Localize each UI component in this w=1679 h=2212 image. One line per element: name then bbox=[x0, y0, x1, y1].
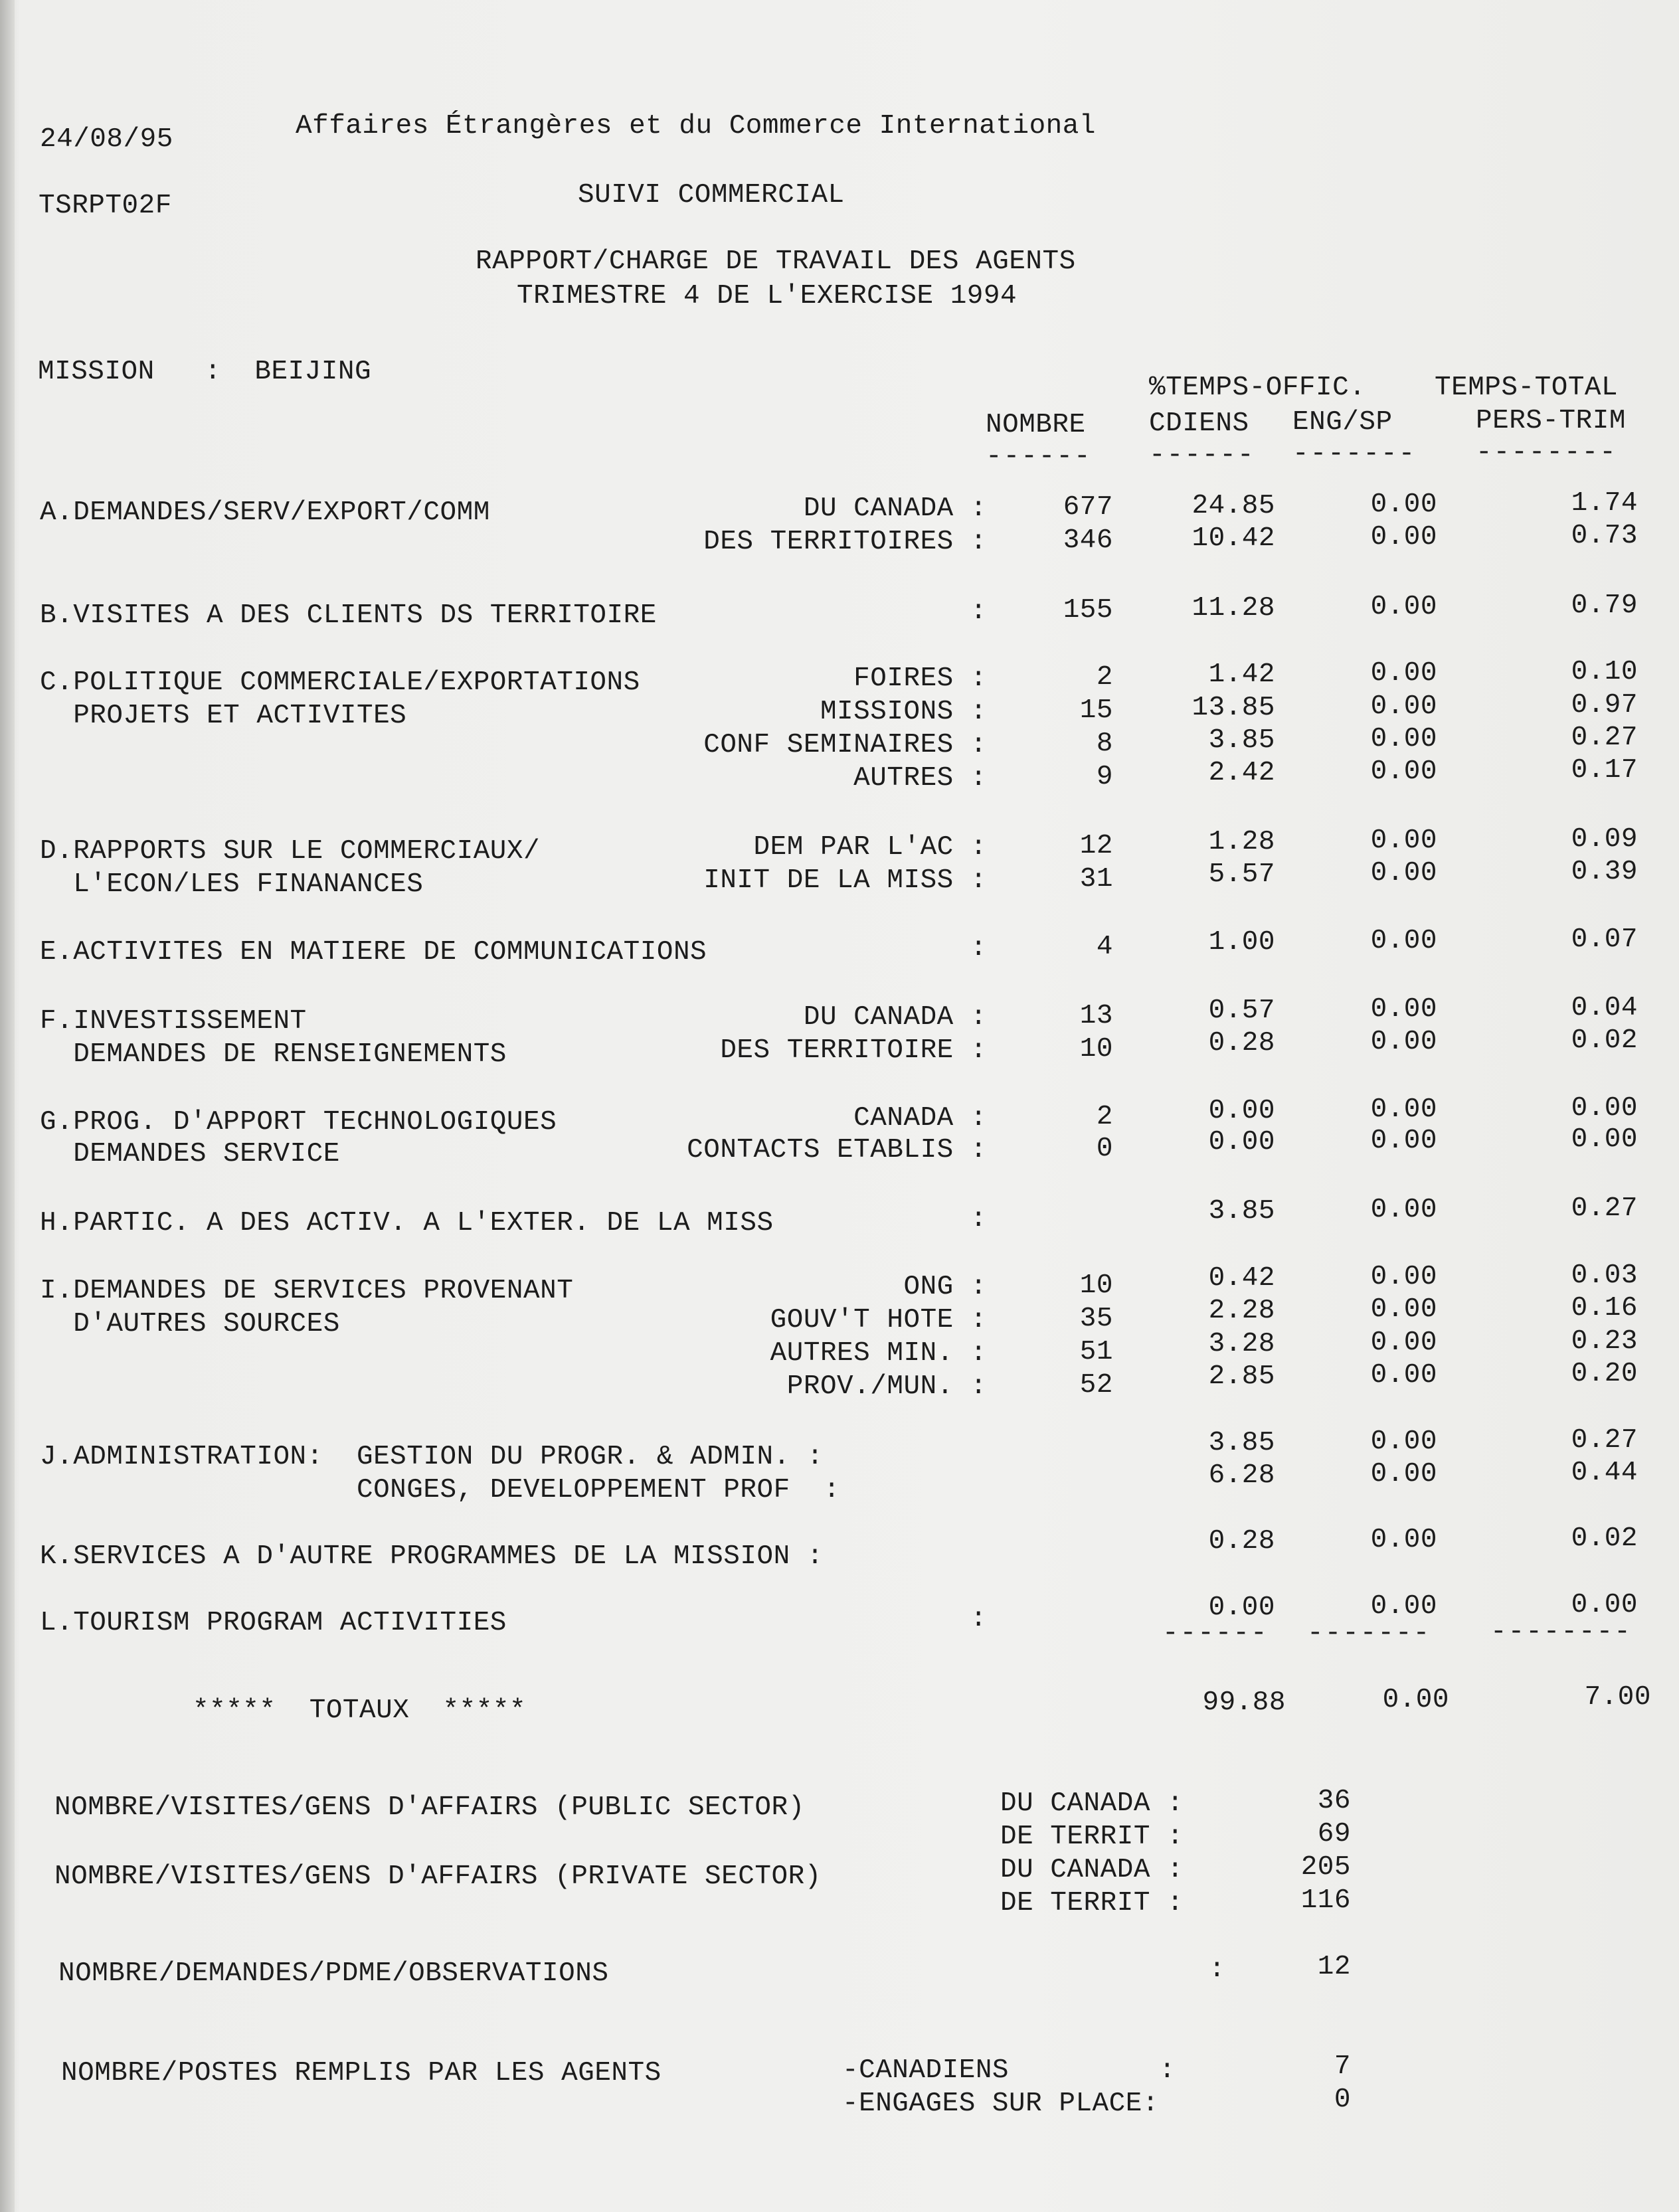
row-category-label: L'ECON/LES FINANANCES bbox=[40, 869, 424, 900]
row-nombre-value: 35 bbox=[1079, 1304, 1113, 1334]
row-nombre-value: 155 bbox=[1063, 595, 1113, 626]
row-engsp-value: 0.00 bbox=[1370, 522, 1437, 553]
row-category-label: DEMANDES DE RENSEIGNEMENTS bbox=[40, 1039, 507, 1070]
public-canada-value: 36 bbox=[1317, 1786, 1351, 1816]
row-category-label: A.DEMANDES/SERV/EXPORT/COMM bbox=[40, 497, 490, 528]
row-nombre-value: 0 bbox=[1096, 1134, 1113, 1164]
row-cdiens-value: 11.28 bbox=[1192, 593, 1275, 624]
col-pers-header: PERS-TRIM bbox=[1476, 406, 1626, 436]
row-engsp-value: 0.00 bbox=[1370, 1027, 1437, 1057]
private-sector-label: NOMBRE/VISITES/GENS D'AFFAIRS (PRIVATE SECTOR) bbox=[54, 1861, 822, 1892]
private-territ-label: DE TERRIT : bbox=[1000, 1888, 1184, 1918]
row-cdiens-value: 3.85 bbox=[1208, 1196, 1275, 1227]
row-subcategory-label: DES TERRITOIRES : bbox=[703, 527, 987, 557]
row-subcategory-label: : bbox=[970, 1204, 987, 1234]
row-category-label: DEMANDES SERVICE bbox=[40, 1139, 340, 1169]
row-pers-value: 0.16 bbox=[1571, 1293, 1638, 1323]
row-pers-value: 0.04 bbox=[1571, 993, 1638, 1023]
row-category-label: J.ADMINISTRATION: GESTION DU PROGR. & ADMIN. : bbox=[40, 1442, 824, 1472]
row-nombre-value: 10 bbox=[1079, 1270, 1113, 1301]
engages-value: 0 bbox=[1334, 2084, 1351, 2115]
row-cdiens-value: 0.00 bbox=[1208, 1592, 1275, 1623]
row-engsp-value: 0.00 bbox=[1370, 756, 1437, 787]
row-category-label: CONGES, DEVELOPPEMENT PROF : bbox=[40, 1475, 840, 1505]
row-subcategory-label: ONG : bbox=[903, 1272, 987, 1302]
row-cdiens-value: 3.28 bbox=[1208, 1329, 1275, 1359]
row-pers-value: 0.27 bbox=[1571, 1425, 1638, 1456]
row-engsp-value: 0.00 bbox=[1370, 1327, 1437, 1358]
private-territ-value: 116 bbox=[1300, 1885, 1351, 1916]
row-engsp-value: 0.00 bbox=[1370, 489, 1437, 520]
col-temps-total-header: TEMPS-TOTAL bbox=[1435, 373, 1619, 403]
row-subcategory-label: INIT DE LA MISS : bbox=[703, 865, 987, 896]
row-engsp-value: 0.00 bbox=[1370, 858, 1437, 889]
row-subcategory-label: CONTACTS ETABLIS : bbox=[687, 1135, 987, 1165]
row-pers-value: 0.07 bbox=[1571, 924, 1638, 955]
col-nombre-rule: ------ bbox=[986, 442, 1092, 472]
row-cdiens-value: 0.57 bbox=[1208, 995, 1275, 1026]
row-engsp-value: 0.00 bbox=[1370, 724, 1437, 754]
row-engsp-value: 0.00 bbox=[1370, 1459, 1437, 1489]
pdme-value: 12 bbox=[1317, 1952, 1351, 1982]
row-engsp-value: 0.00 bbox=[1370, 1094, 1437, 1125]
report-date: 24/08/95 bbox=[40, 124, 173, 155]
row-engsp-value: 0.00 bbox=[1370, 1126, 1437, 1156]
row-pers-value: 0.23 bbox=[1571, 1326, 1638, 1357]
row-subcategory-label: DES TERRITOIRE : bbox=[720, 1035, 987, 1066]
row-engsp-value: 0.00 bbox=[1370, 926, 1437, 956]
row-engsp-value: 0.00 bbox=[1370, 592, 1437, 622]
row-nombre-value: 52 bbox=[1079, 1370, 1113, 1401]
mission-line: MISSION : BEIJING bbox=[38, 357, 372, 387]
row-subcategory-label: : bbox=[970, 1604, 987, 1634]
col-pers-rule: -------- bbox=[1476, 438, 1617, 468]
totals-engsp: 0.00 bbox=[1382, 1685, 1449, 1715]
row-cdiens-value: 1.00 bbox=[1208, 927, 1275, 958]
row-subcategory-label: PROV./MUN. : bbox=[786, 1371, 987, 1402]
totals-label: ***** TOTAUX ***** bbox=[193, 1695, 527, 1726]
row-pers-value: 0.20 bbox=[1571, 1359, 1638, 1389]
row-nombre-value: 4 bbox=[1096, 932, 1113, 962]
row-engsp-value: 0.00 bbox=[1370, 691, 1437, 722]
row-subcategory-label: CONF SEMINAIRES : bbox=[703, 730, 987, 760]
row-pers-value: 0.10 bbox=[1571, 657, 1638, 687]
row-nombre-value: 10 bbox=[1079, 1034, 1113, 1064]
row-category-label: H.PARTIC. A DES ACTIV. A L'EXTER. DE LA MISS bbox=[40, 1208, 774, 1238]
row-category-label: C.POLITIQUE COMMERCIALE/EXPORTATIONS bbox=[40, 667, 640, 698]
row-pers-value: 0.09 bbox=[1571, 824, 1638, 855]
row-cdiens-value: 2.85 bbox=[1208, 1361, 1275, 1392]
row-nombre-value: 2 bbox=[1096, 662, 1113, 693]
row-engsp-value: 0.00 bbox=[1370, 994, 1437, 1025]
row-category-label: L.TOURISM PROGRAM ACTIVITIES bbox=[40, 1608, 507, 1638]
row-category-label: D.RAPPORTS SUR LE COMMERCIAUX/ bbox=[40, 836, 541, 867]
row-cdiens-value: 6.28 bbox=[1208, 1460, 1275, 1491]
col-nombre-header: NOMBRE bbox=[986, 410, 1086, 440]
public-territ-value: 69 bbox=[1317, 1819, 1351, 1849]
row-category-label: D'AUTRES SOURCES bbox=[40, 1309, 340, 1339]
row-category-label: F.INVESTISSEMENT bbox=[40, 1006, 307, 1037]
row-cdiens-value: 0.00 bbox=[1208, 1127, 1275, 1157]
row-engsp-value: 0.00 bbox=[1370, 1195, 1437, 1225]
postes-label: NOMBRE/POSTES REMPLIS PAR LES AGENTS bbox=[61, 2058, 662, 2088]
row-engsp-value: 0.00 bbox=[1370, 658, 1437, 689]
row-category-label: B.VISITES A DES CLIENTS DS TERRITOIRE bbox=[40, 600, 657, 631]
row-cdiens-value: 24.85 bbox=[1192, 491, 1275, 521]
row-engsp-value: 0.00 bbox=[1370, 825, 1437, 856]
row-subcategory-label: AUTRES MIN. : bbox=[770, 1338, 987, 1369]
row-pers-value: 0.00 bbox=[1571, 1124, 1638, 1155]
row-pers-value: 0.27 bbox=[1571, 1193, 1638, 1224]
col-cdiens-rule: ------ bbox=[1149, 440, 1255, 471]
canadiens-value: 7 bbox=[1334, 2051, 1351, 2082]
row-subcategory-label: : bbox=[970, 933, 987, 964]
totals-cdiens: 99.88 bbox=[1202, 1687, 1286, 1718]
row-category-label: E.ACTIVITES EN MATIERE DE COMMUNICATIONS bbox=[40, 937, 707, 968]
row-cdiens-value: 13.85 bbox=[1192, 693, 1275, 723]
row-pers-value: 1.74 bbox=[1571, 488, 1638, 519]
ministry-name: Affaires Étrangères et du Commerce International bbox=[296, 111, 1096, 141]
row-nombre-value: 8 bbox=[1096, 728, 1113, 759]
pdme-colon: : bbox=[1209, 1954, 1226, 1985]
row-cdiens-value: 0.28 bbox=[1208, 1526, 1275, 1557]
row-cdiens-value: 5.57 bbox=[1208, 859, 1275, 890]
row-cdiens-value: 3.85 bbox=[1208, 1428, 1275, 1458]
totals-rule-pers: -------- bbox=[1490, 1617, 1632, 1648]
row-category-label: PROJETS ET ACTIVITES bbox=[40, 701, 407, 731]
engages-label: -ENGAGES SUR PLACE: bbox=[842, 2088, 1159, 2119]
row-nombre-value: 31 bbox=[1079, 864, 1113, 894]
row-subcategory-label: CANADA : bbox=[853, 1103, 987, 1134]
row-nombre-value: 51 bbox=[1079, 1337, 1113, 1367]
row-pers-value: 0.44 bbox=[1571, 1458, 1638, 1488]
row-cdiens-value: 10.42 bbox=[1192, 523, 1275, 554]
row-nombre-value: 677 bbox=[1063, 492, 1113, 523]
row-engsp-value: 0.00 bbox=[1370, 1294, 1437, 1325]
row-subcategory-label: : bbox=[970, 596, 987, 627]
row-engsp-value: 0.00 bbox=[1370, 1591, 1437, 1622]
row-engsp-value: 0.00 bbox=[1370, 1426, 1437, 1457]
row-pers-value: 0.97 bbox=[1571, 690, 1638, 721]
row-nombre-value: 15 bbox=[1079, 695, 1113, 726]
row-pers-value: 0.02 bbox=[1571, 1523, 1638, 1554]
row-pers-value: 0.73 bbox=[1571, 521, 1638, 551]
row-subcategory-label: FOIRES : bbox=[853, 663, 987, 694]
row-pers-value: 0.00 bbox=[1571, 1093, 1638, 1124]
col-cdiens-header: CDIENS bbox=[1149, 408, 1249, 439]
row-engsp-value: 0.00 bbox=[1370, 1360, 1437, 1391]
row-nombre-value: 13 bbox=[1079, 1001, 1113, 1031]
row-pers-value: 0.02 bbox=[1571, 1025, 1638, 1056]
row-pers-value: 0.17 bbox=[1571, 755, 1638, 786]
row-subcategory-label: DU CANADA : bbox=[803, 1002, 987, 1033]
public-territ-label: DE TERRIT : bbox=[1000, 1822, 1184, 1852]
row-pers-value: 0.03 bbox=[1571, 1260, 1638, 1291]
row-category-label: K.SERVICES A D'AUTRE PROGRAMMES DE LA MISSION : bbox=[40, 1541, 824, 1572]
row-subcategory-label: MISSIONS : bbox=[820, 697, 987, 727]
report-period: TRIMESTRE 4 DE L'EXERCISE 1994 bbox=[517, 281, 1017, 311]
row-nombre-value: 9 bbox=[1096, 762, 1113, 792]
totals-rule-cdiens: ------ bbox=[1162, 1618, 1269, 1649]
row-subcategory-label: DU CANADA : bbox=[803, 493, 987, 524]
pdme-label: NOMBRE/DEMANDES/PDME/OBSERVATIONS bbox=[58, 1958, 609, 1989]
canadiens-label: -CANADIENS : bbox=[842, 2055, 1176, 2086]
public-canada-label: DU CANADA : bbox=[1000, 1788, 1184, 1819]
row-pers-value: 0.79 bbox=[1571, 590, 1638, 621]
row-subcategory-label: GOUV'T HOTE : bbox=[770, 1305, 987, 1335]
row-nombre-value: 12 bbox=[1079, 831, 1113, 861]
page-edge-shadow bbox=[0, 0, 15, 2212]
public-sector-label: NOMBRE/VISITES/GENS D'AFFAIRS (PUBLIC SECTOR) bbox=[54, 1792, 805, 1823]
report-code: TSRPT02F bbox=[39, 191, 172, 221]
col-engsp-rule: ------- bbox=[1292, 439, 1417, 469]
system-title: SUIVI COMMERCIAL bbox=[578, 180, 845, 211]
totals-pers: 7.00 bbox=[1584, 1682, 1651, 1713]
row-engsp-value: 0.00 bbox=[1370, 1525, 1437, 1555]
row-engsp-value: 0.00 bbox=[1370, 1262, 1437, 1292]
row-subcategory-label: AUTRES : bbox=[853, 763, 987, 794]
row-cdiens-value: 3.85 bbox=[1208, 725, 1275, 756]
col-group-header: %TEMPS-OFFIC. bbox=[1149, 373, 1366, 403]
col-engsp-header: ENG/SP bbox=[1292, 407, 1393, 438]
private-canada-value: 205 bbox=[1300, 1852, 1351, 1883]
totals-rule-engsp: ------- bbox=[1307, 1618, 1431, 1649]
row-nombre-value: 346 bbox=[1063, 525, 1113, 556]
row-cdiens-value: 2.42 bbox=[1208, 758, 1275, 788]
private-canada-label: DU CANADA : bbox=[1000, 1855, 1184, 1885]
row-cdiens-value: 0.00 bbox=[1208, 1096, 1275, 1126]
row-pers-value: 0.27 bbox=[1571, 723, 1638, 753]
row-nombre-value: 2 bbox=[1096, 1102, 1113, 1132]
row-pers-value: 0.00 bbox=[1571, 1590, 1638, 1620]
row-subcategory-label: DEM PAR L'AC : bbox=[753, 832, 987, 863]
row-cdiens-value: 1.42 bbox=[1208, 659, 1275, 690]
row-category-label: I.DEMANDES DE SERVICES PROVENANT bbox=[40, 1276, 574, 1306]
report-title: RAPPORT/CHARGE DE TRAVAIL DES AGENTS bbox=[476, 246, 1076, 277]
row-cdiens-value: 1.28 bbox=[1208, 827, 1275, 857]
row-cdiens-value: 0.42 bbox=[1208, 1263, 1275, 1294]
row-cdiens-value: 0.28 bbox=[1208, 1028, 1275, 1059]
row-pers-value: 0.39 bbox=[1571, 857, 1638, 887]
row-cdiens-value: 2.28 bbox=[1208, 1296, 1275, 1326]
row-category-label: G.PROG. D'APPORT TECHNOLOGIQUES bbox=[40, 1107, 557, 1138]
